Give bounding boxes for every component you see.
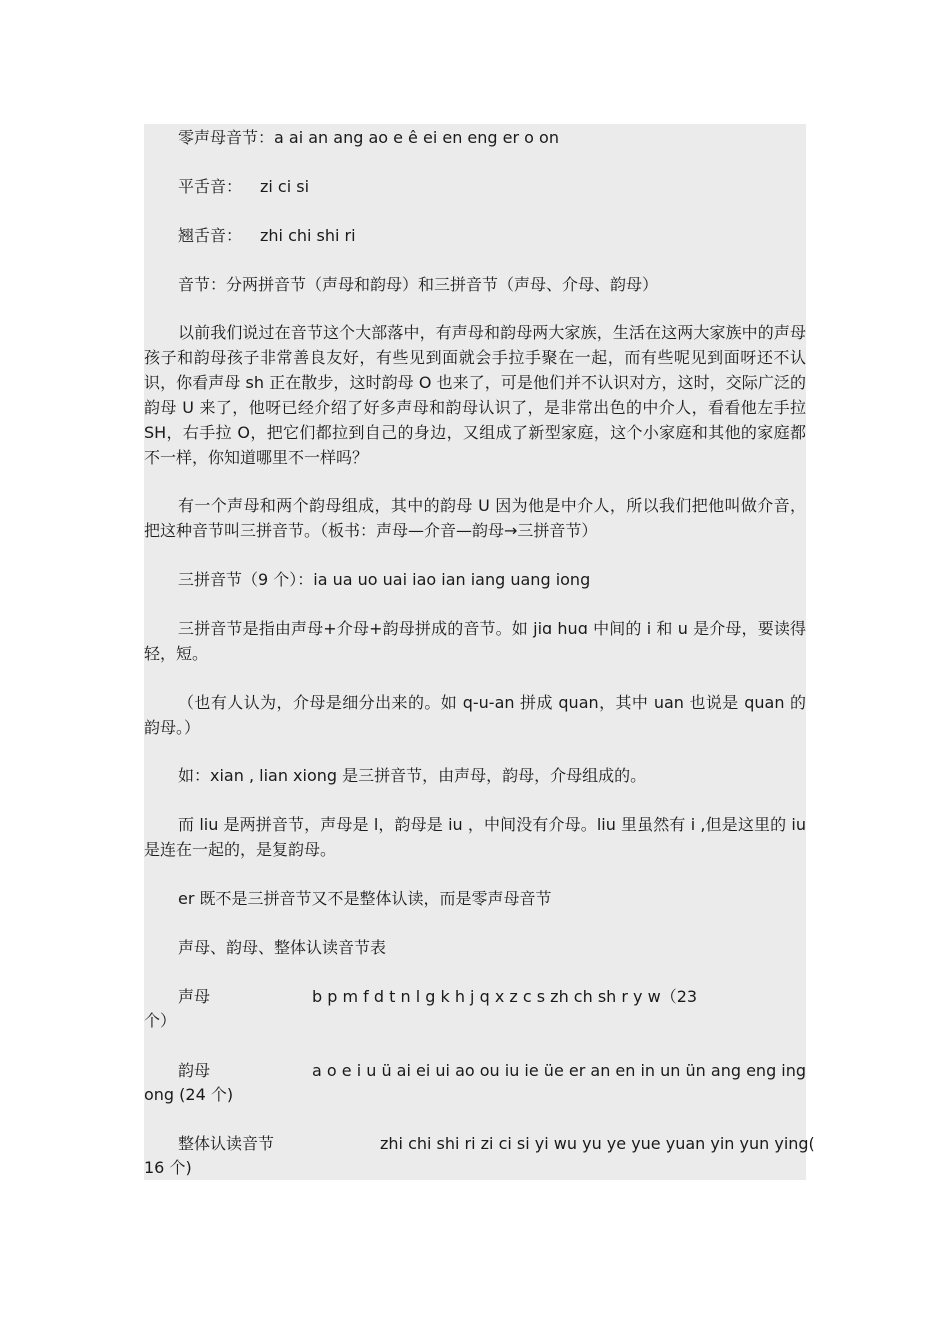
initials-value: b p m f d t n l g k h j q x z c s zh ch sh r y w（23 — [312, 987, 698, 1006]
finals-value: a o e i u ü ai ei ui ao ou iu ie üe er an en in un ün ang eng ing — [312, 1061, 807, 1080]
retroflex-label: 翘舌音： — [178, 226, 243, 245]
liu-note-paragraph: 而 liu 是两拼音节，声母是 l，韵母是 iu ，中间没有介母。liu 里虽然有 i ,但是这里的 iu 是连在一起的，是复韵母。 — [144, 815, 806, 859]
syllable-definition: 音节：分两拼音节（声母和韵母）和三拼音节（声母、介母、韵母） — [178, 275, 659, 294]
flat-tongue-value: zi ci si — [260, 177, 310, 196]
finals-label: 韵母 — [178, 1061, 211, 1080]
triple-syllable-list: 三拼音节（9 个）：ia ua uo uai iao ian iang uang iong — [178, 570, 591, 589]
example-paragraph: 如：xian , lian xiong 是三拼音节，由声母，韵母，介母组成的。 — [178, 766, 647, 785]
medial-intro-paragraph: 有一个声母和两个韵母组成，其中的韵母 U 因为他是中介人，所以我们把他叫做介音，把这种音节叫三拼音节。（板书：声母—介音—韵母→三拼音节） — [144, 496, 806, 540]
flat-tongue-label: 平舌音： — [178, 177, 243, 196]
initials-continuation: 个） — [144, 1011, 177, 1030]
zero-initial-line: 零声母音节：a ai an ang ao e ê ei en eng er o on — [178, 128, 559, 147]
alternative-view-paragraph: （也有人认为，介母是细分出来的。如 q-u-an 拼成 quan，其中 uan 也说是 quan 的韵母。） — [144, 693, 806, 737]
retroflex-value: zhi chi shi ri — [260, 226, 356, 245]
whole-syllables-continuation: 16 个) — [144, 1158, 192, 1177]
er-note-paragraph: er 既不是三拼音节又不是整体认读，而是零声母音节 — [178, 889, 552, 908]
initials-label: 声母 — [178, 987, 211, 1006]
document-page — [144, 124, 815, 1180]
whole-syllables-label: 整体认读音节 — [178, 1134, 275, 1153]
table-title: 声母、韵母、整体认读音节表 — [178, 938, 387, 957]
triple-syllable-definition: 三拼音节是指由声母+介母+韵母拼成的音节。如 jiɑ huɑ 中间的 i 和 u 是介母，要读得轻，短。 — [144, 619, 806, 663]
whole-syllables-value: zhi chi shi ri zi ci si yi wu yu ye yue yuan yin yun ying( — [380, 1134, 815, 1153]
finals-continuation: ong (24 个) — [144, 1085, 234, 1104]
story-paragraph: 以前我们说过在音节这个大部落中，有声母和韵母两大家族，生活在这两大家族中的声母孩子和韵母孩子非常善良友好，有些见到面就会手拉手聚在一起，而有些呢见到面呀还不认识，你看声母 sh 正在散步，这时韵母 O 也来了，可是他们并不认识对方，这时，交际广泛的韵母 U 来了，他呀已经介绍了好多声母和韵母认识了，是非常出色的中介人，看看他左手拉 SH，右手拉 O，把它们都拉到自己的身边，又组成了新型家庭，这个小家庭和其他的家庭都不一样，你知道哪里不一样吗？ — [144, 323, 806, 467]
